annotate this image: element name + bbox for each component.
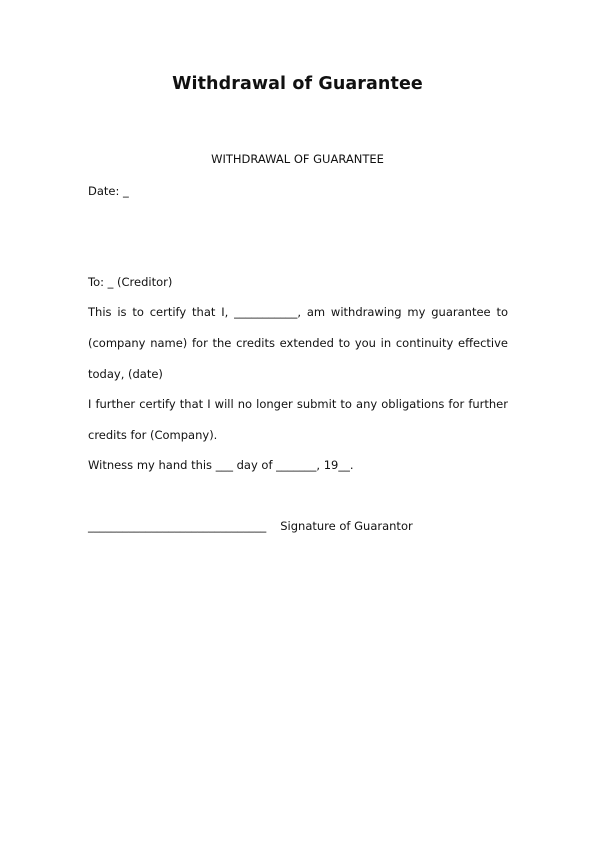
signature-label: Signature of Guarantor [280, 519, 413, 533]
certify-line-2: (company name) for the credits extended to you in continuity effective [88, 336, 508, 350]
further-line-1: I further certify that I will no longer submit to any obligations for further [88, 397, 508, 411]
document-heading: WITHDRAWAL OF GUARANTEE [211, 152, 384, 166]
certify-line-1: This is to certify that I, ___________, am withdrawing my guarantee to [88, 305, 508, 319]
certify-line-3: today, (date) [88, 367, 163, 381]
to-line: To: _ (Creditor) [88, 275, 173, 289]
witness-line: Witness my hand this ___ day of _______, 19__. [88, 458, 354, 472]
further-line-2: credits for (Company). [88, 428, 218, 442]
date-line: Date: _ [88, 184, 129, 198]
signature-row [88, 519, 413, 533]
signature-blank: _______________________________ [88, 519, 267, 533]
document-title: Withdrawal of Guarantee [172, 74, 423, 94]
